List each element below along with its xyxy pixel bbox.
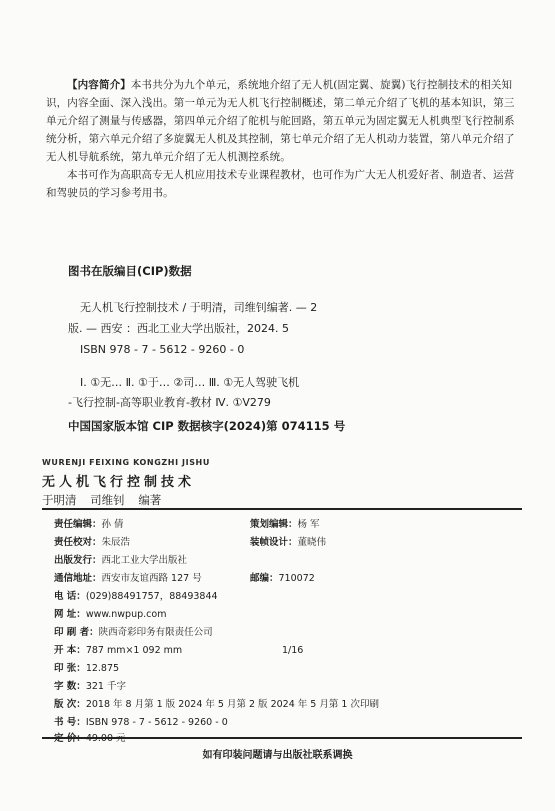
printer-value: 陕西奇彩印务有限责任公司 bbox=[98, 627, 213, 638]
postcode-field bbox=[250, 570, 315, 588]
summary-tag: 【内容简介】 bbox=[67, 79, 131, 91]
defect-notice: 如有印装问题请与出版社联系调换 bbox=[202, 750, 353, 761]
isbn-value: ISBN 978 - 7 - 5612 - 9260 - 0 bbox=[85, 717, 228, 728]
address-value: 西安市友谊西路 127 号 bbox=[101, 573, 202, 584]
summary-paragraph-1 bbox=[46, 76, 516, 166]
format-label: 开 本： bbox=[54, 645, 86, 656]
planner-value: 杨 军 bbox=[297, 519, 320, 530]
format-value: 787 mm×1 092 mm bbox=[85, 645, 183, 656]
printer-label: 印 刷 者： bbox=[54, 627, 99, 638]
website-label: 网 址： bbox=[54, 609, 86, 620]
cip-line-1: 无人机飞行控制技术 / 于明清，司维钊编著. — 2 bbox=[80, 301, 318, 314]
cip-line-3: ISBN 978 - 7 - 5612 - 9260 - 0 bbox=[80, 343, 245, 356]
info-row-printer bbox=[54, 624, 213, 642]
editor-label: 责任编辑： bbox=[54, 519, 102, 530]
designer-field bbox=[250, 534, 326, 552]
price-value: 49.00 元 bbox=[85, 733, 126, 744]
info-row-editors bbox=[54, 516, 320, 534]
format-fraction: 1/16 bbox=[282, 645, 304, 656]
info-row-sheets bbox=[54, 660, 119, 678]
address-label: 通信地址： bbox=[54, 573, 102, 584]
cip-line-2: 版. — 西安 ：西北工业大学出版社，2024. 5 bbox=[68, 322, 289, 335]
postcode-label: 邮编： bbox=[250, 573, 279, 584]
author-1: 于明清 bbox=[42, 493, 77, 507]
info-row-address bbox=[54, 570, 315, 588]
info-row-proof bbox=[54, 534, 327, 552]
authors-line bbox=[42, 492, 161, 508]
info-row-edition bbox=[54, 696, 379, 714]
words-value: 321 千字 bbox=[85, 681, 126, 692]
info-row-words bbox=[54, 678, 126, 696]
book-title: 无人机飞行控制技术 bbox=[42, 475, 196, 490]
isbn-label: 书 号： bbox=[54, 717, 86, 728]
author-2: 司维钊 bbox=[90, 493, 125, 507]
title-divider bbox=[42, 508, 522, 510]
cip-heading: 图书在版编目(CIP)数据 bbox=[68, 264, 192, 278]
summary-paragraph-2: 本书可作为高职高专无人机应用技术专业课程教材，也可作为广大无人机爱好者、制造者、运营和驾驶员的学习参考用书。 bbox=[46, 169, 515, 199]
proofreader-value: 朱辰浩 bbox=[101, 537, 131, 548]
postcode-value: 710072 bbox=[278, 573, 315, 584]
cip-subjects-2: -飞行控制-高等职业教育-教材 Ⅳ. ①V279 bbox=[68, 396, 271, 409]
edition-value: 2018 年 8 月第 1 版 2024 年 5 月第 2 版 2024 年 5 月第 1 次印刷 bbox=[85, 699, 379, 710]
editor-value: 孙 倩 bbox=[101, 519, 124, 530]
info-row-format bbox=[54, 642, 304, 660]
phone-label: 电 话： bbox=[54, 591, 86, 602]
content-summary bbox=[46, 76, 516, 202]
designer-value: 董晓伟 bbox=[297, 537, 327, 548]
planner-field bbox=[250, 516, 320, 534]
publisher-value: 西北工业大学出版社 bbox=[101, 555, 188, 566]
publisher-label: 出版发行： bbox=[54, 555, 102, 566]
phone-value: (029)88491757，88493844 bbox=[85, 591, 218, 602]
edition-label: 版 次： bbox=[54, 699, 86, 710]
price-label: 定 价： bbox=[54, 733, 86, 744]
cip-record bbox=[68, 297, 498, 413]
designer-label: 装帧设计： bbox=[250, 537, 298, 548]
info-row-phone bbox=[54, 588, 218, 606]
book-title-pinyin: WURENJI FEIXING KONGZHI JISHU bbox=[42, 458, 210, 467]
cip-subjects-1: Ⅰ. ①无… Ⅱ. ①于… ②司… Ⅲ. ①无人驾驶飞机 bbox=[80, 376, 300, 389]
summary-text-1: 本书共分为九个单元，系统地介绍了无人机(固定翼、旋翼)飞行控制技术的相关知识，内容全面、深入浅出。第一单元为无人机飞行控制概述，第二单元介绍了飞机的基本知识，第三单元介绍了测量与传感器，第四单元介绍了舵机与舵回路，第五单元为固定翼无人机典型飞行控制系统分析，第六单元介绍了多旋翼无人机及其控制，第七单元介绍了无人机动力装置，第八单元介绍了无人机导航系统，第九单元介绍了无人机测控系统。 bbox=[46, 79, 515, 163]
planner-label: 策划编辑： bbox=[250, 519, 298, 530]
proofreader-label: 责任校对： bbox=[54, 537, 102, 548]
sheets-value: 12.875 bbox=[85, 663, 120, 674]
info-row-publisher bbox=[54, 552, 187, 570]
cip-data-number: 中国国家版本馆 CIP 数据核字(2024)第 074115 号 bbox=[68, 419, 346, 433]
info-row-website bbox=[54, 606, 166, 624]
website-value: www.nwpup.com bbox=[85, 609, 167, 620]
author-role: 编著 bbox=[138, 493, 162, 507]
words-label: 字 数： bbox=[54, 681, 86, 692]
sheets-label: 印 张： bbox=[54, 663, 86, 674]
bottom-divider bbox=[42, 737, 522, 739]
